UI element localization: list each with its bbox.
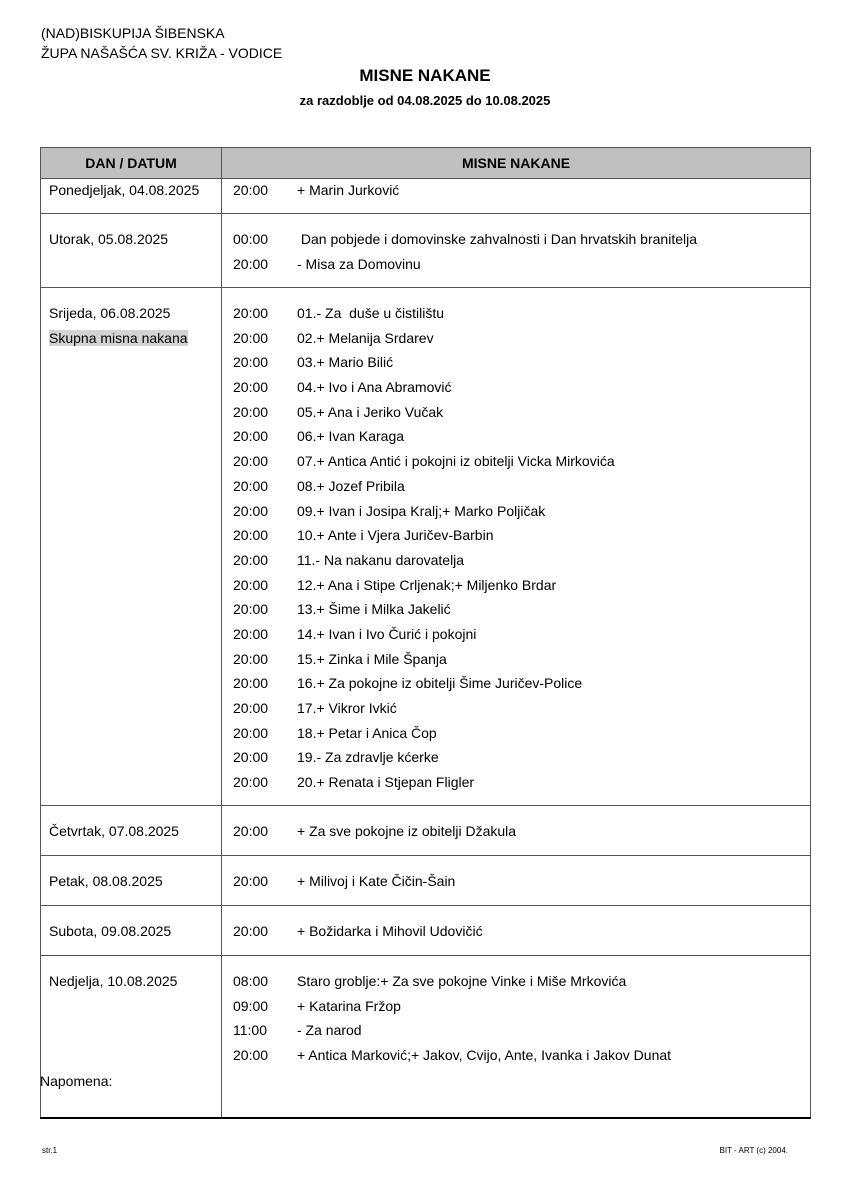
mass-time: 20:00: [233, 749, 269, 766]
mass-time: 20:00: [233, 774, 269, 791]
intention-text: 05.+ Ana i Jeriko Vučak: [297, 403, 444, 420]
mass-time: 20:00: [233, 428, 269, 445]
mass-time: 08:00: [233, 973, 269, 989]
day-date: Subota, 09.08.2025: [49, 923, 172, 939]
table-header-row: [41, 148, 811, 179]
intentions-cell: [222, 906, 811, 956]
intentions-cell: [222, 179, 811, 214]
mass-time: 20:00: [233, 873, 269, 889]
intention-text: 06.+ Ivan Karaga: [297, 428, 405, 445]
mass-time: 20:00: [233, 305, 269, 321]
intention-entry: [233, 697, 810, 722]
day-cell: [41, 288, 222, 806]
intention-entry: [233, 970, 810, 995]
mass-time: 20:00: [233, 255, 269, 272]
intention-entry: [233, 524, 810, 549]
intention-entry: [233, 771, 810, 796]
intention-entry: [233, 746, 810, 771]
mass-time: 20:00: [233, 527, 269, 544]
intentions-cell: [222, 806, 811, 856]
day-row: [41, 288, 811, 806]
intention-entry: [233, 228, 810, 253]
day-row: [41, 906, 811, 956]
mass-time: 20:00: [233, 823, 269, 839]
page-number: str.1: [42, 1146, 58, 1155]
day-row: [41, 956, 811, 1118]
day-cell: [41, 214, 222, 288]
intention-entry: [233, 1019, 810, 1044]
intention-text: + Antica Marković;+ Jakov, Cvijo, Ante, Ivanka i Jakov Dunat: [297, 1047, 672, 1064]
mass-time: 20:00: [233, 551, 269, 568]
mass-time: 20:00: [233, 502, 269, 519]
intention-entry: [233, 376, 810, 401]
mass-time: 20:00: [233, 700, 269, 716]
mass-time: 20:00: [233, 601, 269, 618]
day-row: [41, 856, 811, 906]
day-cell: [41, 956, 222, 1118]
page-subtitle: za razdoblje od 04.08.2025 do 10.08.2025: [299, 93, 551, 108]
intention-text: + Za sve pokojne iz obitelji Džakula: [297, 823, 517, 839]
day-date: Četvrtak, 07.08.2025: [49, 823, 179, 839]
intention-text: 20.+ Renata i Stjepan Fligler: [297, 774, 475, 791]
day-date: Ponedjeljak, 04.08.2025: [49, 182, 200, 198]
intention-entry: [233, 475, 810, 500]
mass-time: 00:00: [233, 231, 269, 247]
intention-text: 08.+ Jozef Pribila: [297, 477, 405, 494]
intention-entry: [233, 401, 810, 426]
intention-text: 09.+ Ivan i Josipa Kralj;+ Marko Poljičak: [297, 502, 546, 519]
day-date: Petak, 08.08.2025: [49, 873, 163, 889]
intention-text: 02.+ Melanija Srdarev: [297, 329, 434, 346]
intention-entry: [233, 672, 810, 697]
page-title: MISNE NAKANE: [359, 66, 491, 85]
mass-time: 20:00: [233, 650, 269, 667]
intention-entry: [233, 648, 810, 673]
intention-text: 03.+ Mario Bilić: [297, 354, 394, 371]
intention-text: 17.+ Vikror Ivkić: [297, 700, 397, 716]
intentions-cell: [222, 288, 811, 806]
intention-entry: [233, 425, 810, 450]
intention-entry: [233, 995, 810, 1020]
intention-text: - Misa za Domovinu: [297, 255, 421, 272]
day-cell: [41, 856, 222, 906]
intention-text: + Marin Jurković: [297, 182, 400, 198]
intention-text: - Za narod: [297, 1022, 362, 1039]
intention-entry: [233, 1044, 810, 1069]
intention-entry: [233, 549, 810, 574]
intention-entry: [233, 623, 810, 648]
mass-time: 20:00: [233, 923, 269, 939]
day-date: Utorak, 05.08.2025: [49, 231, 169, 247]
mass-time: 20:00: [233, 625, 269, 642]
intention-entry: [233, 351, 810, 376]
intention-entry: [233, 920, 810, 945]
intention-entry: [233, 598, 810, 623]
intentions-cell: [222, 956, 811, 1118]
intention-text: Dan pobjede i domovinske zahvalnosti i Dan hrvatskih branitelja: [297, 231, 697, 247]
intention-text: 14.+ Ivan i Ivo Čurić i pokojni: [297, 625, 477, 642]
footer-credit: BIT - ART (c) 2004.: [719, 1146, 788, 1155]
intention-entry: [233, 327, 810, 352]
day-cell: [41, 806, 222, 856]
mass-time: 20:00: [233, 379, 269, 396]
day-row: [41, 214, 811, 288]
day-row: [41, 806, 811, 856]
mass-time: 20:00: [233, 329, 269, 346]
parish-org-line-2: ŽUPA NAŠAŠĆA SV. KRIŽA - VODICE: [41, 45, 283, 61]
day-date: Nedjelja, 10.08.2025: [49, 973, 178, 989]
intention-text: 18.+ Petar i Anica Čop: [297, 724, 437, 741]
mass-intentions-table: [40, 147, 810, 1119]
intention-text: Staro groblje:+ Za sve pokojne Vinke i Miše Mrkovića: [297, 973, 627, 989]
intention-text: 13.+ Šime i Milka Jakelić: [297, 601, 451, 618]
day-cell: [41, 906, 222, 956]
mass-time: 20:00: [233, 477, 269, 494]
intention-entry: [233, 500, 810, 525]
intention-entry: [233, 302, 810, 327]
intention-text: + Božidarka i Mihovil Udovičić: [297, 923, 483, 939]
intention-entry: [233, 179, 810, 204]
intention-text: 04.+ Ivo i Ana Abramović: [297, 379, 452, 396]
intentions-cell: [222, 214, 811, 288]
intention-text: + Milivoj i Kate Čičin-Šain: [297, 873, 456, 889]
mass-time: 20:00: [233, 576, 269, 593]
mass-time: 20:00: [233, 182, 269, 198]
mass-time: 20:00: [233, 354, 269, 371]
column-header-day: DAN / DATUM: [41, 148, 222, 179]
mass-time: 20:00: [233, 1047, 269, 1064]
column-header-intentions: MISNE NAKANE: [222, 148, 811, 179]
intention-text: 12.+ Ana i Stipe Crljenak;+ Miljenko Brdar: [297, 576, 557, 593]
intention-text: 10.+ Ante i Vjera Juričev-Barbin: [297, 527, 494, 544]
intention-text: 16.+ Za pokojne iz obitelji Šime Juričev-Police: [297, 675, 583, 692]
mass-time: 20:00: [233, 724, 269, 741]
day-row: [41, 179, 811, 214]
intention-text: 19.- Za zdravlje kćerke: [297, 749, 439, 766]
intention-entry: [233, 574, 810, 599]
intention-entry: [233, 820, 810, 845]
mass-time: 20:00: [233, 675, 269, 692]
mass-time: 20:00: [233, 453, 269, 470]
day-date: Srijeda, 06.08.2025: [49, 305, 171, 321]
intention-text: 11.- Na nakanu darovatelja: [297, 551, 465, 568]
mass-time: 20:00: [233, 403, 269, 420]
intention-entry: [233, 870, 810, 895]
intention-text: 07.+ Antica Antić i pokojni iz obitelji Vicka Mirkovića: [297, 453, 615, 470]
group-intention-note: Skupna misna nakana: [49, 329, 188, 346]
intention-entry: [233, 722, 810, 747]
mass-time: 11:00: [233, 1022, 267, 1039]
intention-text: + Katarina Fržop: [297, 997, 401, 1014]
day-cell: [41, 179, 222, 214]
intentions-cell: [222, 856, 811, 906]
intention-entry: [233, 253, 810, 278]
intention-entry: [233, 450, 810, 475]
parish-org-line-1: (NAD)BISKUPIJA ŠIBENSKA: [41, 25, 225, 41]
intention-text: 01.- Za duše u čistilištu: [297, 305, 445, 321]
mass-time: 09:00: [233, 997, 269, 1014]
intention-text: 15.+ Zinka i Mile Španja: [297, 650, 447, 667]
note-label: Napomena:: [40, 1073, 113, 1089]
